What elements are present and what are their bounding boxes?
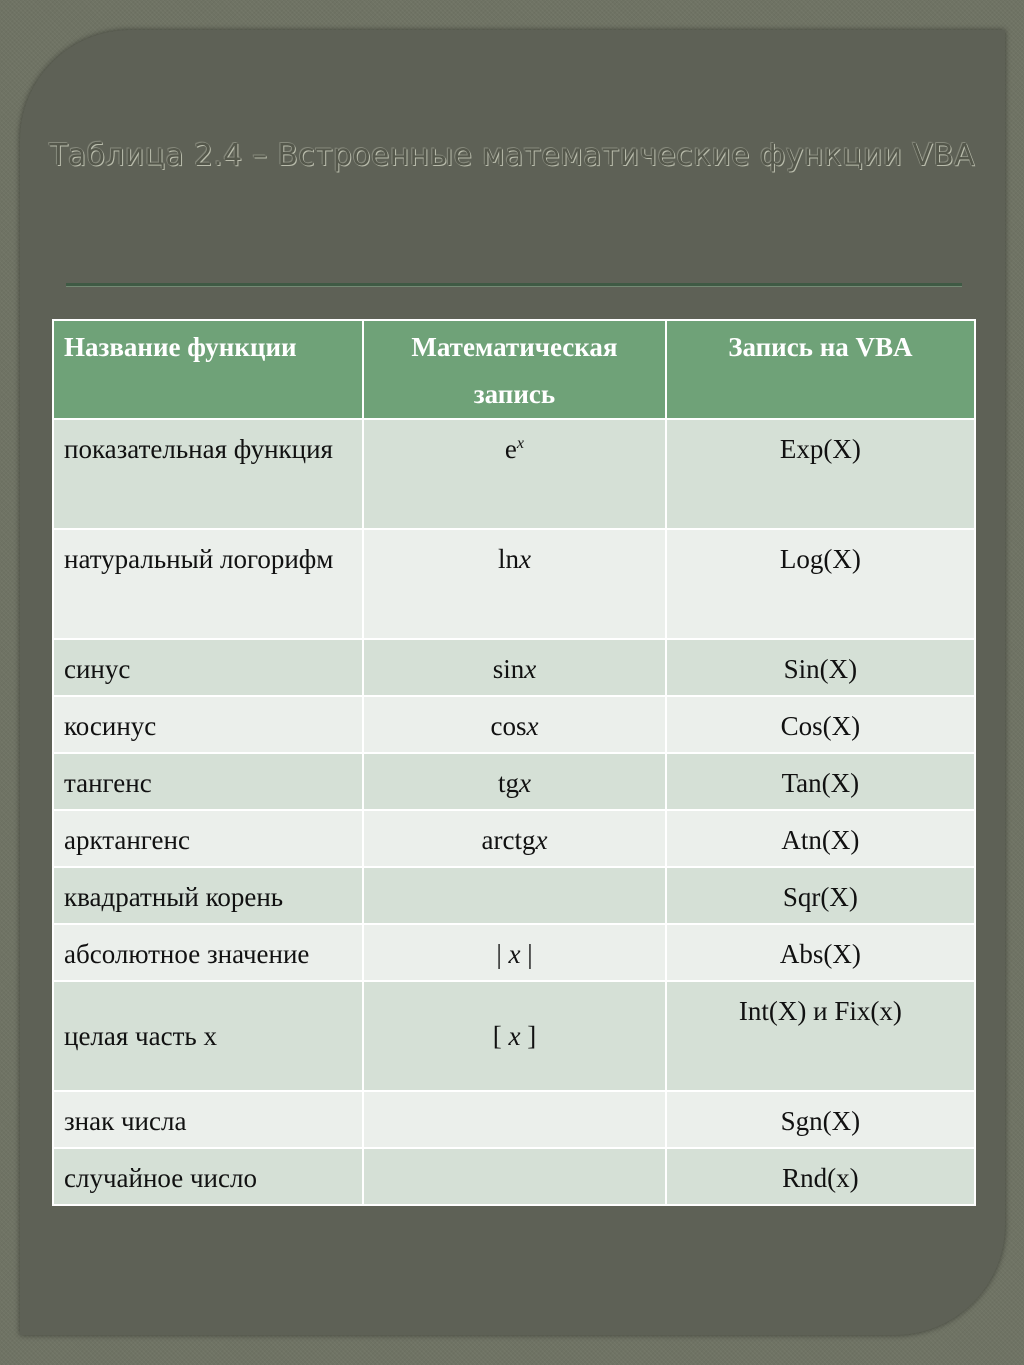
table-row bbox=[53, 529, 975, 639]
cell-function-name: арктангенс bbox=[53, 810, 363, 867]
cell-function-name: натуральный логорифм bbox=[53, 529, 363, 639]
slide-title: Таблица 2.4 – Встроенные математические функции VBA bbox=[49, 138, 975, 173]
cell-vba-notation: Sqr(X) bbox=[666, 867, 975, 924]
cell-vba-notation: Abs(X) bbox=[666, 924, 975, 981]
cell-math-notation: $e^x$ bbox=[363, 419, 666, 529]
cell-function-name: целая часть x bbox=[53, 981, 363, 1091]
cell-math-notation: | x | bbox=[363, 924, 666, 981]
cell-function-name: знак числа bbox=[53, 1091, 363, 1148]
cell-function-name: синус bbox=[53, 639, 363, 696]
table-row bbox=[53, 1148, 975, 1205]
header-vba-notation: Запись на VBA bbox=[666, 320, 975, 419]
cell-math-notation bbox=[363, 1148, 666, 1205]
cell-math-notation: lnx bbox=[363, 529, 666, 639]
cell-vba-notation: Atn(X) bbox=[666, 810, 975, 867]
cell-vba-notation: Exp(X) bbox=[666, 419, 975, 529]
cell-vba-notation: Sgn(X) bbox=[666, 1091, 975, 1148]
cell-vba-notation: Sin(X) bbox=[666, 639, 975, 696]
cell-math-notation bbox=[363, 1091, 666, 1148]
cell-math-notation bbox=[363, 867, 666, 924]
cell-math-notation: tgx bbox=[363, 753, 666, 810]
table-header-row bbox=[53, 320, 975, 419]
table-row bbox=[53, 753, 975, 810]
cell-function-name: абсолютное значение bbox=[53, 924, 363, 981]
table-row bbox=[53, 419, 975, 529]
functions-table bbox=[52, 319, 976, 1206]
header-math-notation: Математическая запись bbox=[363, 320, 666, 419]
table-row bbox=[53, 639, 975, 696]
cell-math-notation: arctgx bbox=[363, 810, 666, 867]
cell-math-notation: cosx bbox=[363, 696, 666, 753]
cell-function-name: случайное число bbox=[53, 1148, 363, 1205]
cell-function-name: косинус bbox=[53, 696, 363, 753]
table-row bbox=[53, 981, 975, 1091]
table-row bbox=[53, 1091, 975, 1148]
title-divider bbox=[66, 283, 962, 287]
table-row bbox=[53, 924, 975, 981]
table-row bbox=[53, 867, 975, 924]
cell-vba-notation: Int(X) и Fix(x) bbox=[666, 981, 975, 1091]
cell-vba-notation: Tan(X) bbox=[666, 753, 975, 810]
cell-function-name: тангенс bbox=[53, 753, 363, 810]
cell-vba-notation: Log(X) bbox=[666, 529, 975, 639]
cell-function-name: квадратный корень bbox=[53, 867, 363, 924]
cell-math-notation: sinx bbox=[363, 639, 666, 696]
table-row bbox=[53, 696, 975, 753]
header-function-name: Название функции bbox=[53, 320, 363, 419]
cell-vba-notation: Rnd(x) bbox=[666, 1148, 975, 1205]
cell-function-name: показательная функция bbox=[53, 419, 363, 529]
cell-vba-notation: Cos(X) bbox=[666, 696, 975, 753]
cell-math-notation: [ x ] bbox=[363, 981, 666, 1091]
table-row bbox=[53, 810, 975, 867]
